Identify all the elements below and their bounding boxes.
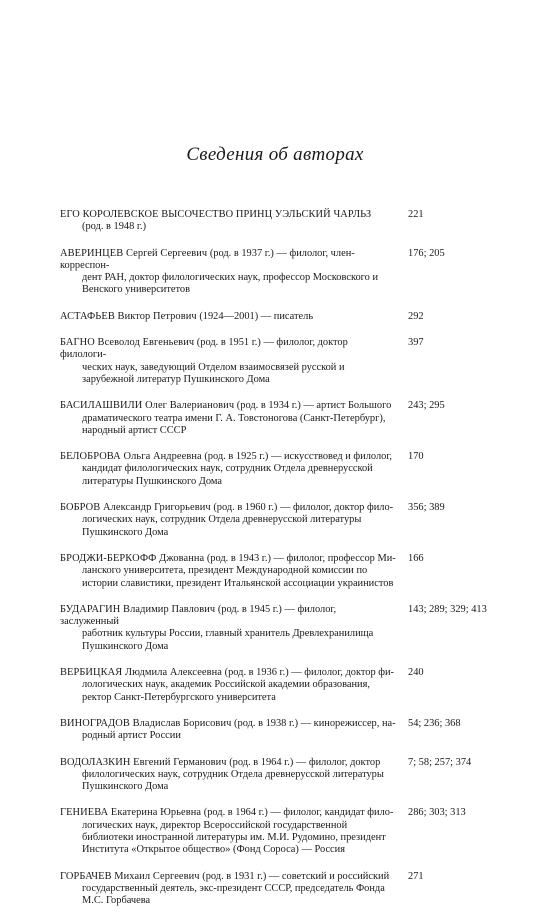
- author-entry: [60, 871, 520, 908]
- author-name: БЕЛОБРОВА Ольга Андреевна: [60, 451, 202, 463]
- author-entry-first-line: [60, 400, 396, 412]
- author-entry: [60, 248, 520, 297]
- author-entry-first-line: [60, 248, 396, 273]
- author-name: ГОРБАЧЕВ Михаил Сергеевич: [60, 870, 200, 882]
- author-name: АВЕРИНЦЕВ Сергей Сергеевич: [60, 247, 208, 259]
- author-name: БРОДЖИ-БЕРКОФФ Джованна: [60, 552, 205, 564]
- author-entry: [60, 553, 520, 590]
- author-description-start: (род. в 1931 г.) — советский и российский: [199, 870, 390, 882]
- page-references: 166: [408, 552, 424, 564]
- author-entry: [60, 400, 520, 437]
- author-entry: [60, 451, 520, 488]
- author-entry: [60, 337, 520, 386]
- author-description-start: (род. в 1964 г.) — филолог, доктор: [226, 756, 381, 768]
- author-description-continued: логических наук, директор Всероссийской государственной библиотеки иностранной литературы им. М.И. Рудомино, президент Института «Открытое общество» (Фонд Сороса) — Россия: [82, 819, 386, 856]
- author-name: ВЕРБИЦКАЯ Людмила Алексеевна: [60, 667, 223, 679]
- page-references: 292: [408, 310, 424, 322]
- author-description-continued: логических наук, сотрудник Отдела древнерусской литературы Пушкинского Дома: [82, 514, 362, 538]
- author-description-continued: (род. в 1948 г.): [82, 221, 147, 233]
- page-title: Сведения об авторах: [186, 144, 364, 165]
- page-references: 397: [408, 337, 424, 349]
- author-entry-first-line: [60, 451, 396, 463]
- author-entry-first-line: [60, 337, 396, 362]
- author-description-start: (род. в 1937 г.) — филолог, член-корреспон-: [60, 247, 355, 271]
- author-entry-first-line: [60, 604, 396, 629]
- author-entry-first-line: [60, 502, 396, 514]
- author-description-continued: родный артист России: [82, 730, 181, 742]
- author-entry-first-line: [60, 807, 396, 819]
- author-name: БАГНО Всеволод Евгеньевич: [60, 337, 195, 349]
- author-description-continued: лологических наук, академик Российской академии образования, ректор Санкт-Петербургского университета: [82, 679, 370, 703]
- page-references: 7; 58; 257; 374: [408, 756, 472, 768]
- author-entry-first-line: [60, 718, 396, 730]
- page-references: 240: [408, 667, 424, 679]
- author-entry-first-line: [60, 871, 396, 883]
- author-description-start: (род. в 1951 г.) — филолог, доктор филологи-: [60, 337, 348, 361]
- author-entry: [60, 757, 520, 794]
- page-references: 176; 205: [408, 247, 445, 259]
- author-description-continued: драматического театра имени Г. А. Товстоногова (Санкт-Петербург), народный артист СССР: [82, 412, 386, 436]
- page-references: 243; 295: [408, 400, 445, 412]
- author-entry: [60, 718, 520, 743]
- author-description-continued: работник культуры России, главный хранитель Древлехранилища Пушкинского Дома: [82, 628, 374, 652]
- page-references: 356; 389: [408, 502, 445, 514]
- author-entry: [60, 807, 520, 856]
- page-references: 271: [408, 870, 424, 882]
- author-description-start: (род. в 1960 г.) — филолог, доктор фило-: [210, 502, 394, 514]
- author-name: ВИНОГРАДОВ Владислав Борисович: [60, 717, 232, 729]
- author-entry-first-line: [60, 667, 396, 679]
- page-references: 221: [408, 209, 424, 220]
- author-entry-first-line: [60, 209, 396, 221]
- author-description-start: (род. в 1943 г.) — филолог, профессор Ми-: [204, 552, 396, 564]
- author-entry: [60, 604, 520, 653]
- author-entry: [60, 502, 520, 539]
- page-references: 170: [408, 451, 424, 463]
- author-name: БАСИЛАШВИЛИ Олег Валерианович: [60, 400, 235, 412]
- author-description-start: (1924—2001) — писатель: [196, 310, 314, 322]
- author-entry: [60, 667, 520, 704]
- author-description-continued: филологических наук, сотрудник Отдела древнерусской литературы Пушкинского Дома: [82, 768, 384, 793]
- page-references: 54; 236; 368: [408, 717, 461, 729]
- page-references: 286; 303; 313: [408, 807, 466, 819]
- page-references: 143; 289; 329; 413: [408, 603, 487, 615]
- author-entry-first-line: [60, 311, 396, 323]
- author-description-start: (род. в 1936 г.) — филолог, доктор фи-: [222, 667, 395, 679]
- author-description-start: (род. в 1938 г.) — кинорежиссер, на-: [231, 717, 396, 729]
- author-description-continued: ческих наук, заведующий Отделом взаимосвязей русской и зарубежной литератур Пушкинского Дома: [82, 361, 345, 385]
- author-entry: [60, 311, 520, 323]
- author-name: БУДАРАГИН Владимир Павлович: [60, 603, 216, 615]
- author-description-continued: ланского университета, президент Международной комиссии по истории славистики, президент Итальянской ассоциации украинистов: [82, 565, 394, 589]
- author-name: ГЕНИЕВА Екатерина Юрьевна: [60, 807, 202, 819]
- author-name: БОБРОВ Александр Григорьевич: [60, 502, 211, 514]
- author-description-continued: государственный деятель, экс-президент СССР, председатель Фонда М.С. Горбачева: [82, 882, 385, 907]
- author-name: ВОДОЛАЗКИН Евгений Германович: [60, 756, 227, 768]
- author-description-continued: дент РАН, доктор филологических наук, профессор Московского и Венского университетов: [82, 272, 379, 296]
- authors-list: [60, 209, 520, 921]
- author-entry: [60, 209, 520, 234]
- author-description-start: (род. в 1925 г.) — искусствовед и филолог,: [201, 451, 393, 463]
- author-description-start: (род. в 1945 г.) — филолог, заслуженный: [60, 603, 337, 628]
- author-description-start: (род. в 1934 г.) — артист Большого: [234, 400, 392, 412]
- author-entry-first-line: [60, 553, 396, 565]
- author-name: ЕГО КОРОЛЕВСКОЕ ВЫСОЧЕСТВО ПРИНЦ УЭЛЬСКИЙ ЧАРЛЬЗ: [60, 209, 372, 220]
- author-entry-first-line: [60, 757, 396, 769]
- author-name: АСТАФЬЕВ Виктор Петрович: [60, 310, 197, 322]
- author-description-continued: кандидат филологических наук, сотрудник Отдела древнерусской литературы Пушкинского Дома: [82, 463, 373, 487]
- author-description-start: (род. в 1964 г.) — филолог, кандидат фило-: [201, 807, 394, 819]
